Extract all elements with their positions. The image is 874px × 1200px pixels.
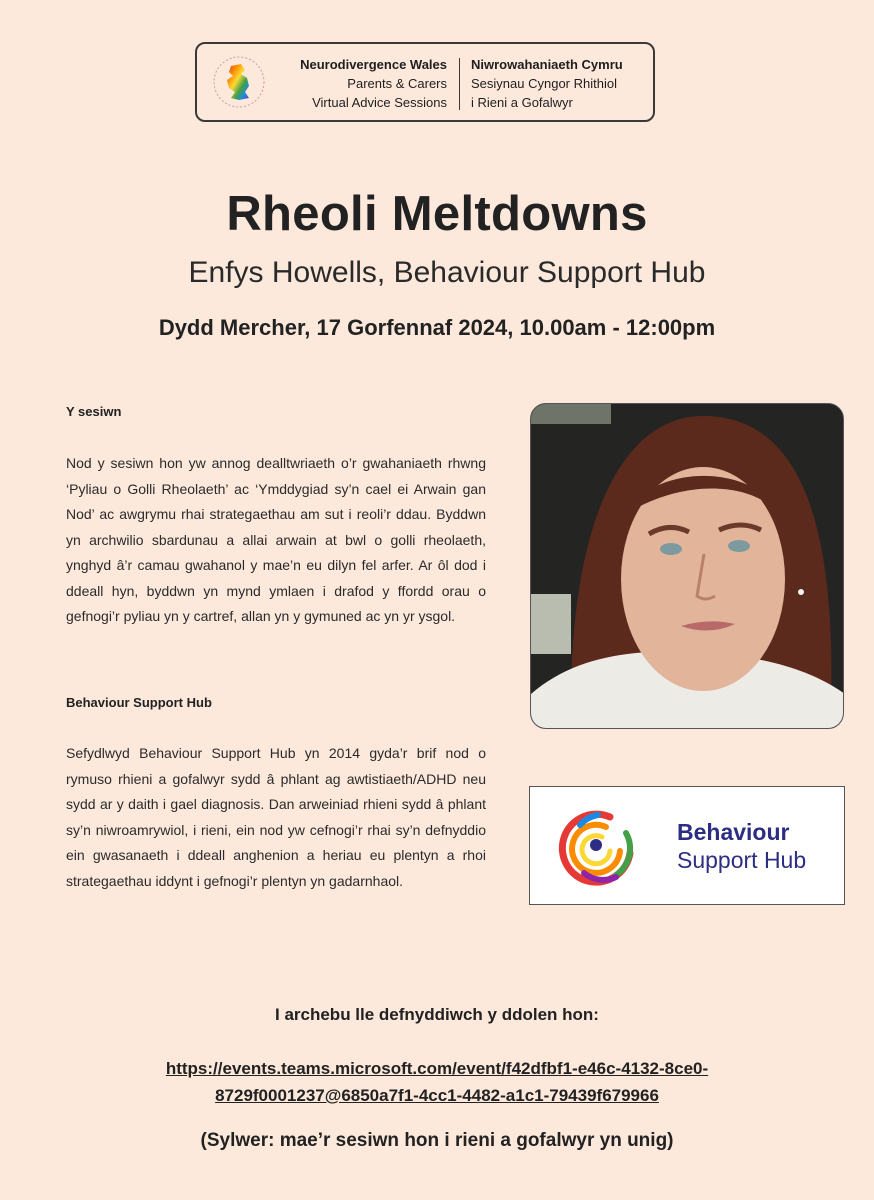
header-divider — [459, 58, 460, 110]
header-cy-line2: Sesiynau Cyngor Rhithiol — [471, 76, 617, 91]
header-cy-line3: i Rieni a Gofalwyr — [471, 95, 573, 110]
session-description: Nod y sesiwn hon yw annog dealltwriaeth o’r gwahaniaeth rhwng ‘Pyliau o Golli Rheolaeth’ ac ‘Ymddygiad sy’n cael ei Arwain gan Nod’ ac awgrymu rhai strategaethau am sut i reoli’r ddau. Byddwn yn archwilio sbardunau a allai arwain at bwl o golli rheolaeth, ynghyd â’r camau gwahanol y mae’n eu dilyn fel arfer. Ar ôl dod i ddeall hyn, byddwn yn mynd ymlaen i drafod y ffordd orau o gefnogi’r pyliau yn y cartref, allan yn y gymuned ac yn yr ysgol. — [66, 455, 486, 624]
behaviour-support-hub-logo — [529, 786, 845, 905]
header-english — [300, 55, 447, 112]
header-en-title: Neurodivergence Wales — [300, 57, 447, 72]
bsh-logo-line2: Support Hub — [677, 847, 807, 873]
bsh-logo-line1: Behaviour — [677, 819, 790, 845]
header-banner — [195, 42, 655, 122]
wales-rainbow-logo-icon — [211, 54, 267, 110]
header-cy-title: Niwrowahaniaeth Cymru — [471, 57, 623, 72]
page-title: Rheoli Meltdowns — [226, 187, 648, 241]
hub-heading: Behaviour Support Hub — [66, 695, 212, 710]
header-welsh — [471, 55, 623, 112]
booking-link-line1[interactable]: https://events.teams.microsoft.com/event/f42dfbf1-e46c-4132-8ce0- — [165, 1059, 709, 1078]
booking-link[interactable] — [0, 1055, 874, 1109]
hub-description: Sefydlwyd Behaviour Support Hub yn 2014 gyda’r brif nod o rymuso rhieni a gofalwyr sydd â phlant ag awtistiaeth/ADHD neu sydd ar y daith i gael diagnosis. Dan arweiniad rhieni sydd â phlant sy’n niwroamrywiol, i rieni, ein nod yw cefnogi’r rhai sy’n defnyddio ein gwasanaeth i ddeall anghenion a heriau eu plentyn a rhoi strategaethau iddynt i gefnogi’r plentyn yn gadarnhaol. — [66, 745, 486, 889]
speaker-photo — [530, 403, 844, 729]
speaker-portrait-icon — [531, 404, 844, 729]
event-date: Dydd Mercher, 17 Gorfennaf 2024, 10.00am - 12:00pm — [158, 315, 716, 340]
speaker-subtitle: Enfys Howells, Behaviour Support Hub — [188, 256, 706, 289]
header-en-line2: Parents & Carers — [347, 76, 447, 91]
booking-link-line2[interactable]: 8729f0001237@6850a7f1-4cc1-4482-a1c1-79439f679966 — [215, 1086, 659, 1105]
session-heading: Y sesiwn — [66, 404, 122, 419]
bsh-rainbow-ring-icon — [546, 799, 646, 893]
booking-instructions: I archebu lle defnyddiwch y ddolen hon: — [275, 1005, 599, 1024]
audience-note: (Sylwer: mae’r sesiwn hon i rieni a gofalwyr yn unig) — [200, 1130, 674, 1151]
header-en-line3: Virtual Advice Sessions — [312, 95, 447, 110]
